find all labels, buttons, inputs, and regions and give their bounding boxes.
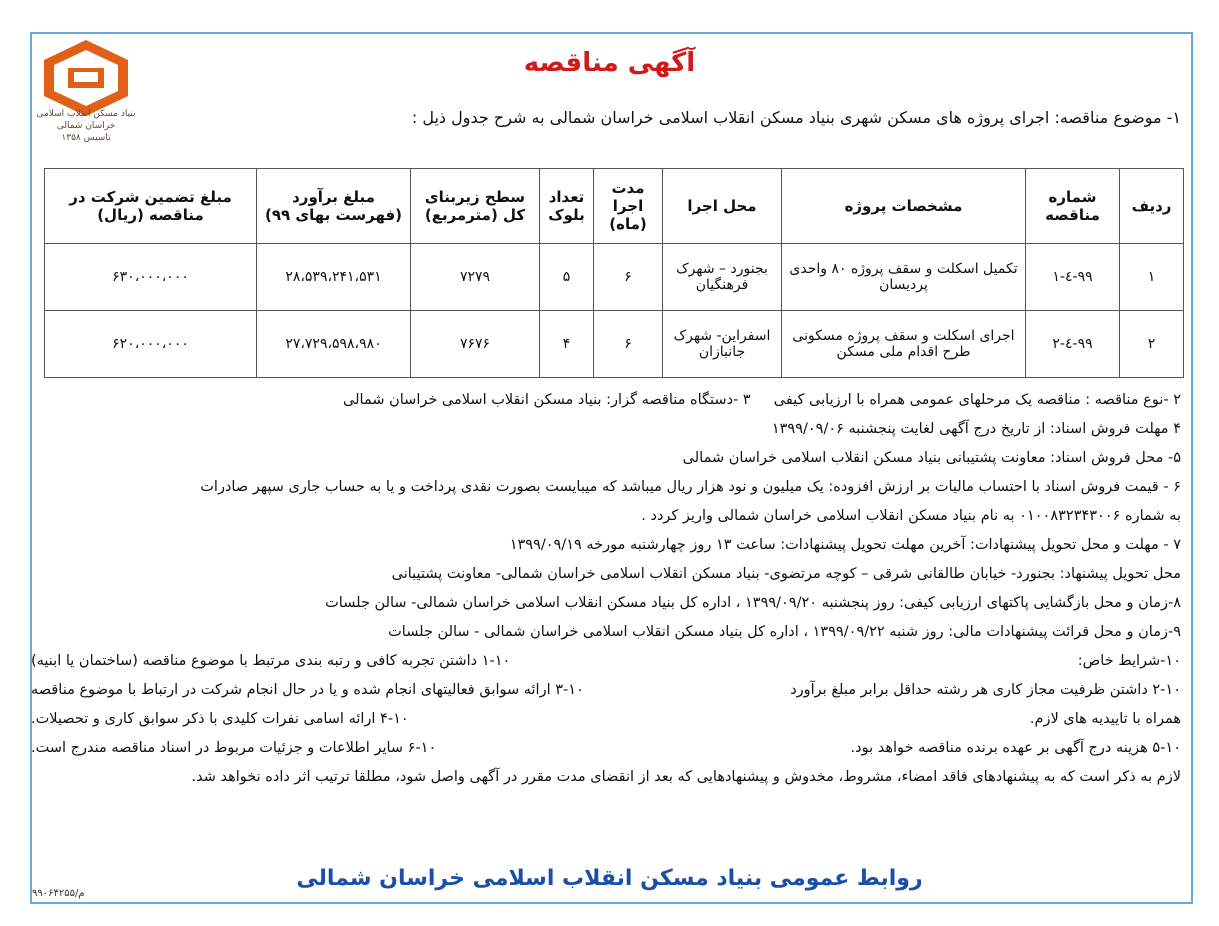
col-header: ردیف [1120, 169, 1184, 244]
notice-code: م/۹۹۰۶۴۲۵۵ [32, 888, 85, 899]
logo-text-line: خراسان شمالی [56, 121, 116, 131]
condition-item: ۱-۱۰ داشتن تجربه کافی و رتبه بندی مرتبط با موضوع مناقصه (ساختمان یا ابنیه) [31, 653, 511, 669]
body-line [31, 705, 1181, 734]
body-line: محل تحویل پیشنهاد: بجنورد- خیابان طالقانی شرقی – کوچه مرتضوی- بنیاد مسکن انقلاب اسلامی خراسان شمالی- معاونت پشتیبانی [391, 566, 1181, 582]
table-cell: ۲۸،۵۳۹،۲۴۱،۵۳۱ [257, 244, 411, 311]
table-cell: ۷۶۷۶ [411, 311, 540, 378]
body-line: ۹-زمان و محل قرائت پیشنهادات مالی: روز شنبه ۱۳۹۹/۰۹/۲۲ ، اداره کل بنیاد مسکن انقلاب اسلامی خراسان شمالی - سالن جلسات [388, 624, 1181, 640]
table-row [45, 244, 1184, 311]
col-header: تعداد بلوک [540, 169, 594, 244]
logo-caption [36, 108, 136, 144]
table-cell: ۶۲۰،۰۰۰،۰۰۰ [45, 311, 257, 378]
table-cell: ۵ [540, 244, 594, 311]
table-cell: ۶ [594, 311, 663, 378]
table-cell: بجنورد – شهرک فرهنگیان [663, 244, 782, 311]
table-cell: ۱ [1120, 244, 1184, 311]
body-line: لازم به ذکر است که به پیشنهادهای فاقد امضاء، مشروط، مخدوش و پیشنهادهایی که بعد از انقضای مدت مقرر در آگهی واصل شود، مطلقا ترتیب اثر داده نخواهد شد. [191, 769, 1181, 785]
table-row [45, 311, 1184, 378]
notice-subject: ۱- موضوع مناقصه: اجرای پروژه های مسکن شهری بنیاد مسکن انقلاب اسلامی خراسان شمالی به شرح جدول ذیل : [411, 108, 1181, 127]
condition-item: ۲-۱۰ داشتن ظرفیت مجاز کاری هر رشته حداقل برابر مبلغ برآورد [790, 682, 1181, 698]
body-line [31, 386, 1181, 415]
col-header: مبلغ برآورد (فهرست بهای ۹۹) [257, 169, 411, 244]
col-header: مبلغ تضمین شرکت در مناقصه (ریال) [45, 169, 257, 244]
condition-item: ۴-۱۰ ارائه اسامی نفرات کلیدی با ذکر سوابق کاری و تحصیلات. [31, 711, 409, 727]
table-cell: ۲۷،۷۲۹،۵۹۸،۹۸۰ [257, 311, 411, 378]
col-header: مدت اجرا (ماه) [594, 169, 663, 244]
col-header: سطح زیربنای کل (مترمربع) [411, 169, 540, 244]
body-line: ۶ - قیمت فروش اسناد با احتساب مالیات بر ارزش افزوده: یک میلیون و نود هزار ریال میباشد که میبایست بصورت نقدی پرداخت و یا به حساب جاری سپهر صادرات [200, 479, 1181, 495]
col-header: شماره مناقصه [1026, 169, 1120, 244]
table-cell: ۹۹-٤-۲ [1026, 311, 1120, 378]
body-line: ۴ مهلت فروش اسناد: از تاریخ درج آگهی لغایت پنجشنبه ۱۳۹۹/۰۹/۰۶ [771, 421, 1181, 437]
body-line [31, 734, 1181, 763]
col-header: مشخصات پروژه [782, 169, 1026, 244]
special-conditions-label: ۱۰-شرایط خاص: [1077, 653, 1181, 669]
condition-item: همراه با تاییدیه های لازم. [1029, 711, 1181, 727]
table-cell: ۷۲۷۹ [411, 244, 540, 311]
table-cell: اجرای اسکلت و سقف پروژه مسکونی طرح اقدام ملی مسکن [782, 311, 1026, 378]
table-cell: ۴ [540, 311, 594, 378]
table-cell: ۶۳۰،۰۰۰،۰۰۰ [45, 244, 257, 311]
table-cell: تکمیل اسکلت و سقف پروژه ۸۰ واحدی پردیسان [782, 244, 1026, 311]
table-cell: ۲ [1120, 311, 1184, 378]
col-header: محل اجرا [663, 169, 782, 244]
body-line [31, 676, 1181, 705]
logo-text-line: تاسیس ۱۳۵۸ [61, 133, 111, 143]
tender-table [44, 168, 1184, 378]
condition-item: ۵-۱۰ هزینه درج آگهی بر عهده برنده مناقصه خواهد بود. [850, 740, 1181, 756]
table-header-row [45, 169, 1184, 244]
condition-item: ۶-۱۰ سایر اطلاعات و جزئیات مربوط در اسناد مناقصه مندرج است. [31, 740, 437, 756]
tender-type: ۲ -نوع مناقصه : مناقصه یک مرحلهای عمومی همراه با ارزیابی کیفی [773, 392, 1181, 408]
tender-organizer: ۳ -دستگاه مناقصه گزار: بنیاد مسکن انقلاب اسلامی خراسان شمالی [343, 392, 751, 408]
footer-signature: روابط عمومی بنیاد مسکن انقلاب اسلامی خراسان شمالی [296, 866, 923, 891]
notice-body [31, 386, 1181, 792]
body-line: ۸-زمان و محل بازگشایی پاکتهای ارزیابی کیفی: روز پنجشنبه ۱۳۹۹/۰۹/۲۰ ، اداره کل بنیاد مسکن انقلاب اسلامی خراسان شمالی- سالن جلسات [325, 595, 1181, 611]
body-line [31, 647, 1181, 676]
body-line: ۵- محل فروش اسناد: معاونت پشتیبانی بنیاد مسکن انقلاب اسلامی خراسان شمالی [682, 450, 1181, 466]
table-cell: ۹۹-٤-۱ [1026, 244, 1120, 311]
condition-item: ۳-۱۰ ارائه سوابق فعالیتهای انجام شده و یا در حال انجام شرکت در ارتباط با موضوع مناقصه [31, 682, 584, 698]
logo-text-line: بنیاد مسکن انقلاب اسلامی [36, 109, 136, 119]
notice-title: آگهی مناقصه [523, 48, 696, 78]
table-cell: اسفراین- شهرک جانبازان [663, 311, 782, 378]
table-cell: ۶ [594, 244, 663, 311]
body-line: ۷ - مهلت و محل تحویل پیشنهادات: آخرین مهلت تحویل پیشنهادات: ساعت ۱۳ روز چهارشنبه مورخه ۱۳۹۹/۰۹/۱۹ [509, 537, 1181, 553]
body-line: به شماره ۰۱۰۰۸۳۲۳۴۳۰۰۶ به نام بنیاد مسکن انقلاب اسلامی خراسان شمالی واریز کردد . [641, 508, 1181, 524]
